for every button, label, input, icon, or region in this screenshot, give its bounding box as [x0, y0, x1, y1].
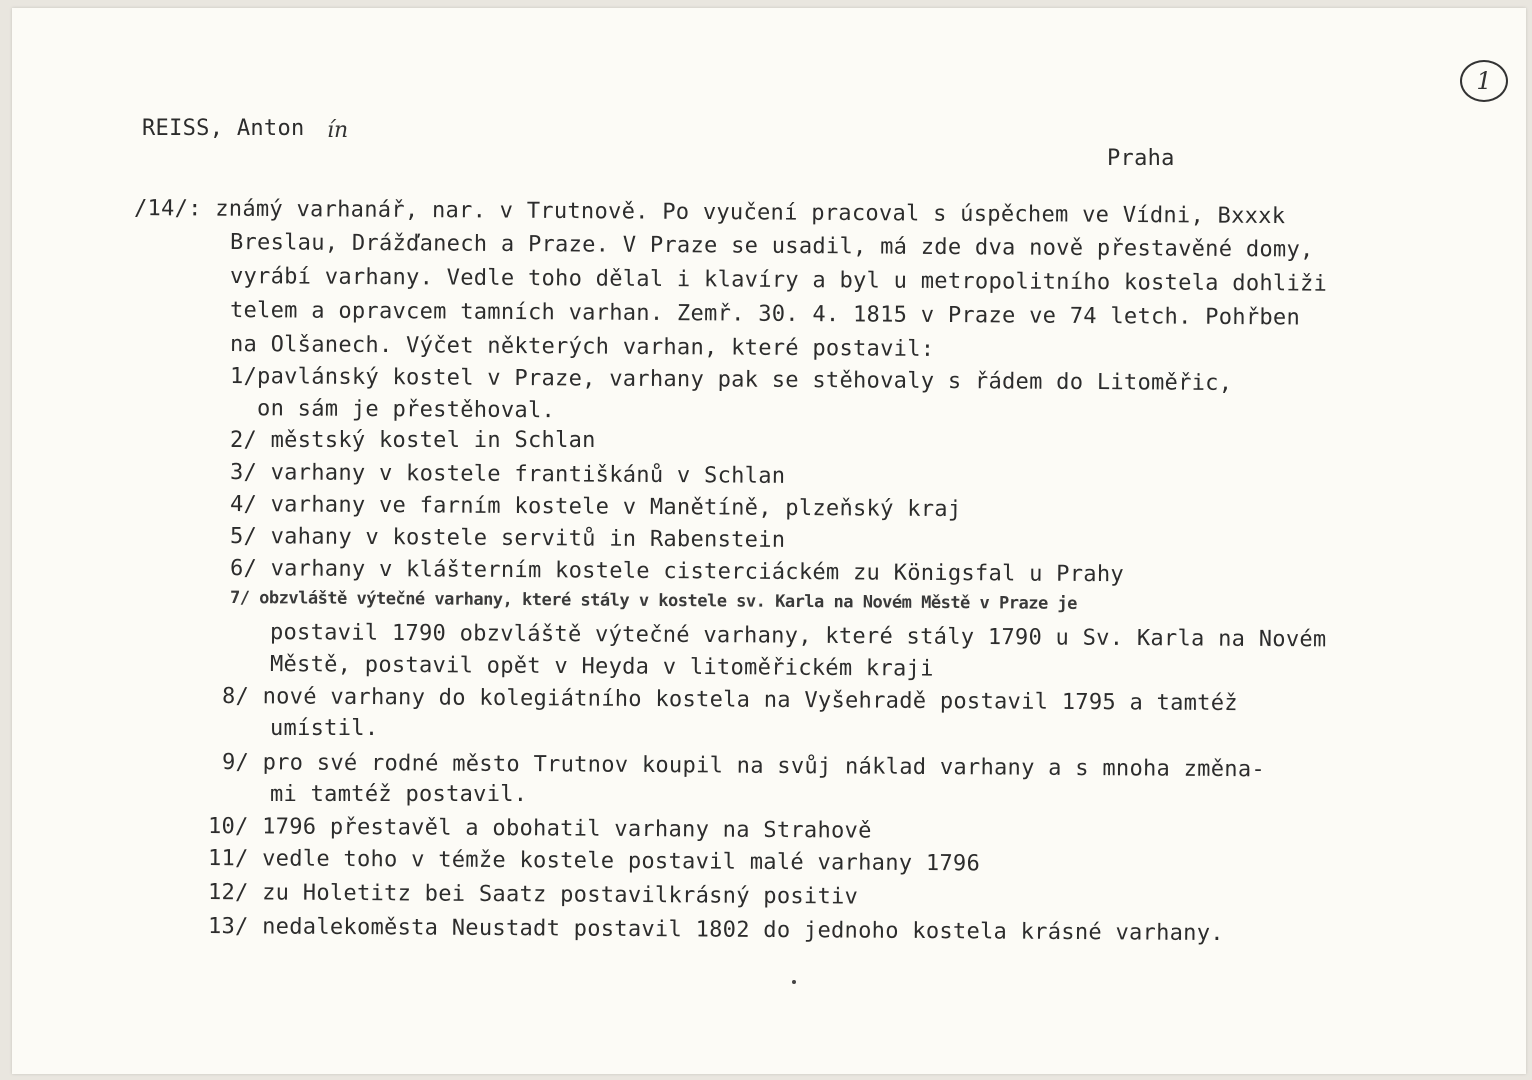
- intro-line-4: telem a opravcem tamních varhan. Zemř. 30. 4. 1815 v Praze ve 74 letch. Pohřben: [229, 298, 1301, 331]
- list-item: 3/ varhany v kostele františkánů v Schlan: [229, 460, 786, 489]
- list-item: 6/ varhany v klášterním kostele cisterciáckém zu Königsfal u Prahy: [229, 556, 1125, 588]
- list-item: 11/ vedle toho v témže kostele postavil malé varhany 1796: [207, 846, 981, 877]
- list-item-struck: 7/ obzvláště výtečné varhany, které stály v kostele sv. Karla na Novém Městě v Praze je: [229, 588, 1077, 614]
- list-item: 1/pavlánský kostel v Praze, varhany pak se stěhovaly s řádem do Litoměřic,: [229, 364, 1233, 396]
- document-page: [12, 8, 1526, 1074]
- list-item: umístil.: [270, 716, 379, 741]
- list-item: 4/ varhany ve farním kostele v Manětíně, plzeňský kraj: [229, 492, 962, 523]
- list-item: 8/ nové varhany do kolegiátního kostela na Vyšehradě postavil 1795 a tamtéž: [221, 684, 1238, 717]
- page-number-circle: 1: [1460, 60, 1508, 102]
- ink-dot: [792, 980, 796, 984]
- list-item: 13/ nedalekoměsta Neustadt postavil 1802 do jednoho kostela krásné varhany.: [207, 914, 1224, 947]
- header-name-handwritten: ín: [327, 118, 349, 143]
- intro-line-3: vyrábí varhany. Vedle toho dělal i klavíry a byl u metropolitního kostela dohliži: [229, 264, 1328, 297]
- list-item: 12/ zu Holetitz bei Saatz postavilkrásný positiv: [207, 880, 859, 910]
- list-item: 9/ pro své rodné město Trutnov koupil na svůj náklad varhany a s mnoha změna-: [221, 750, 1266, 783]
- list-item: on sám je přestěhoval.: [229, 396, 556, 424]
- list-item: mi tamtéž postavil.: [270, 782, 528, 807]
- intro-line-1: /14/: známý varhanář, nar. v Trutnově. Po vyučení pracoval s úspěchem ve Vídni, Bxxxk: [133, 196, 1286, 230]
- list-item: 10/ 1796 přestavěl a obohatil varhany na Strahově: [207, 814, 872, 844]
- intro-line-2: Breslau, Drážďanech a Praze. V Praze se usadil, má zde dva nově přestavěné domy,: [229, 230, 1314, 263]
- header-place: Praha: [1107, 146, 1175, 171]
- header-name: REISS, Anton: [142, 116, 305, 141]
- list-item: 2/ městský kostel in Schlan: [230, 428, 596, 453]
- list-item: Městě, postavil opět v Heyda v litoměřickém kraji: [269, 652, 934, 682]
- list-item: 5/ vahany v kostele servitů in Rabenstein: [229, 524, 786, 553]
- intro-line-5: na Olšanech. Výčet některých varhan, které postavil:: [229, 332, 935, 362]
- list-item: postavil 1790 obzvláště výtečné varhany, které stály 1790 u Sv. Karla na Novém: [269, 620, 1327, 653]
